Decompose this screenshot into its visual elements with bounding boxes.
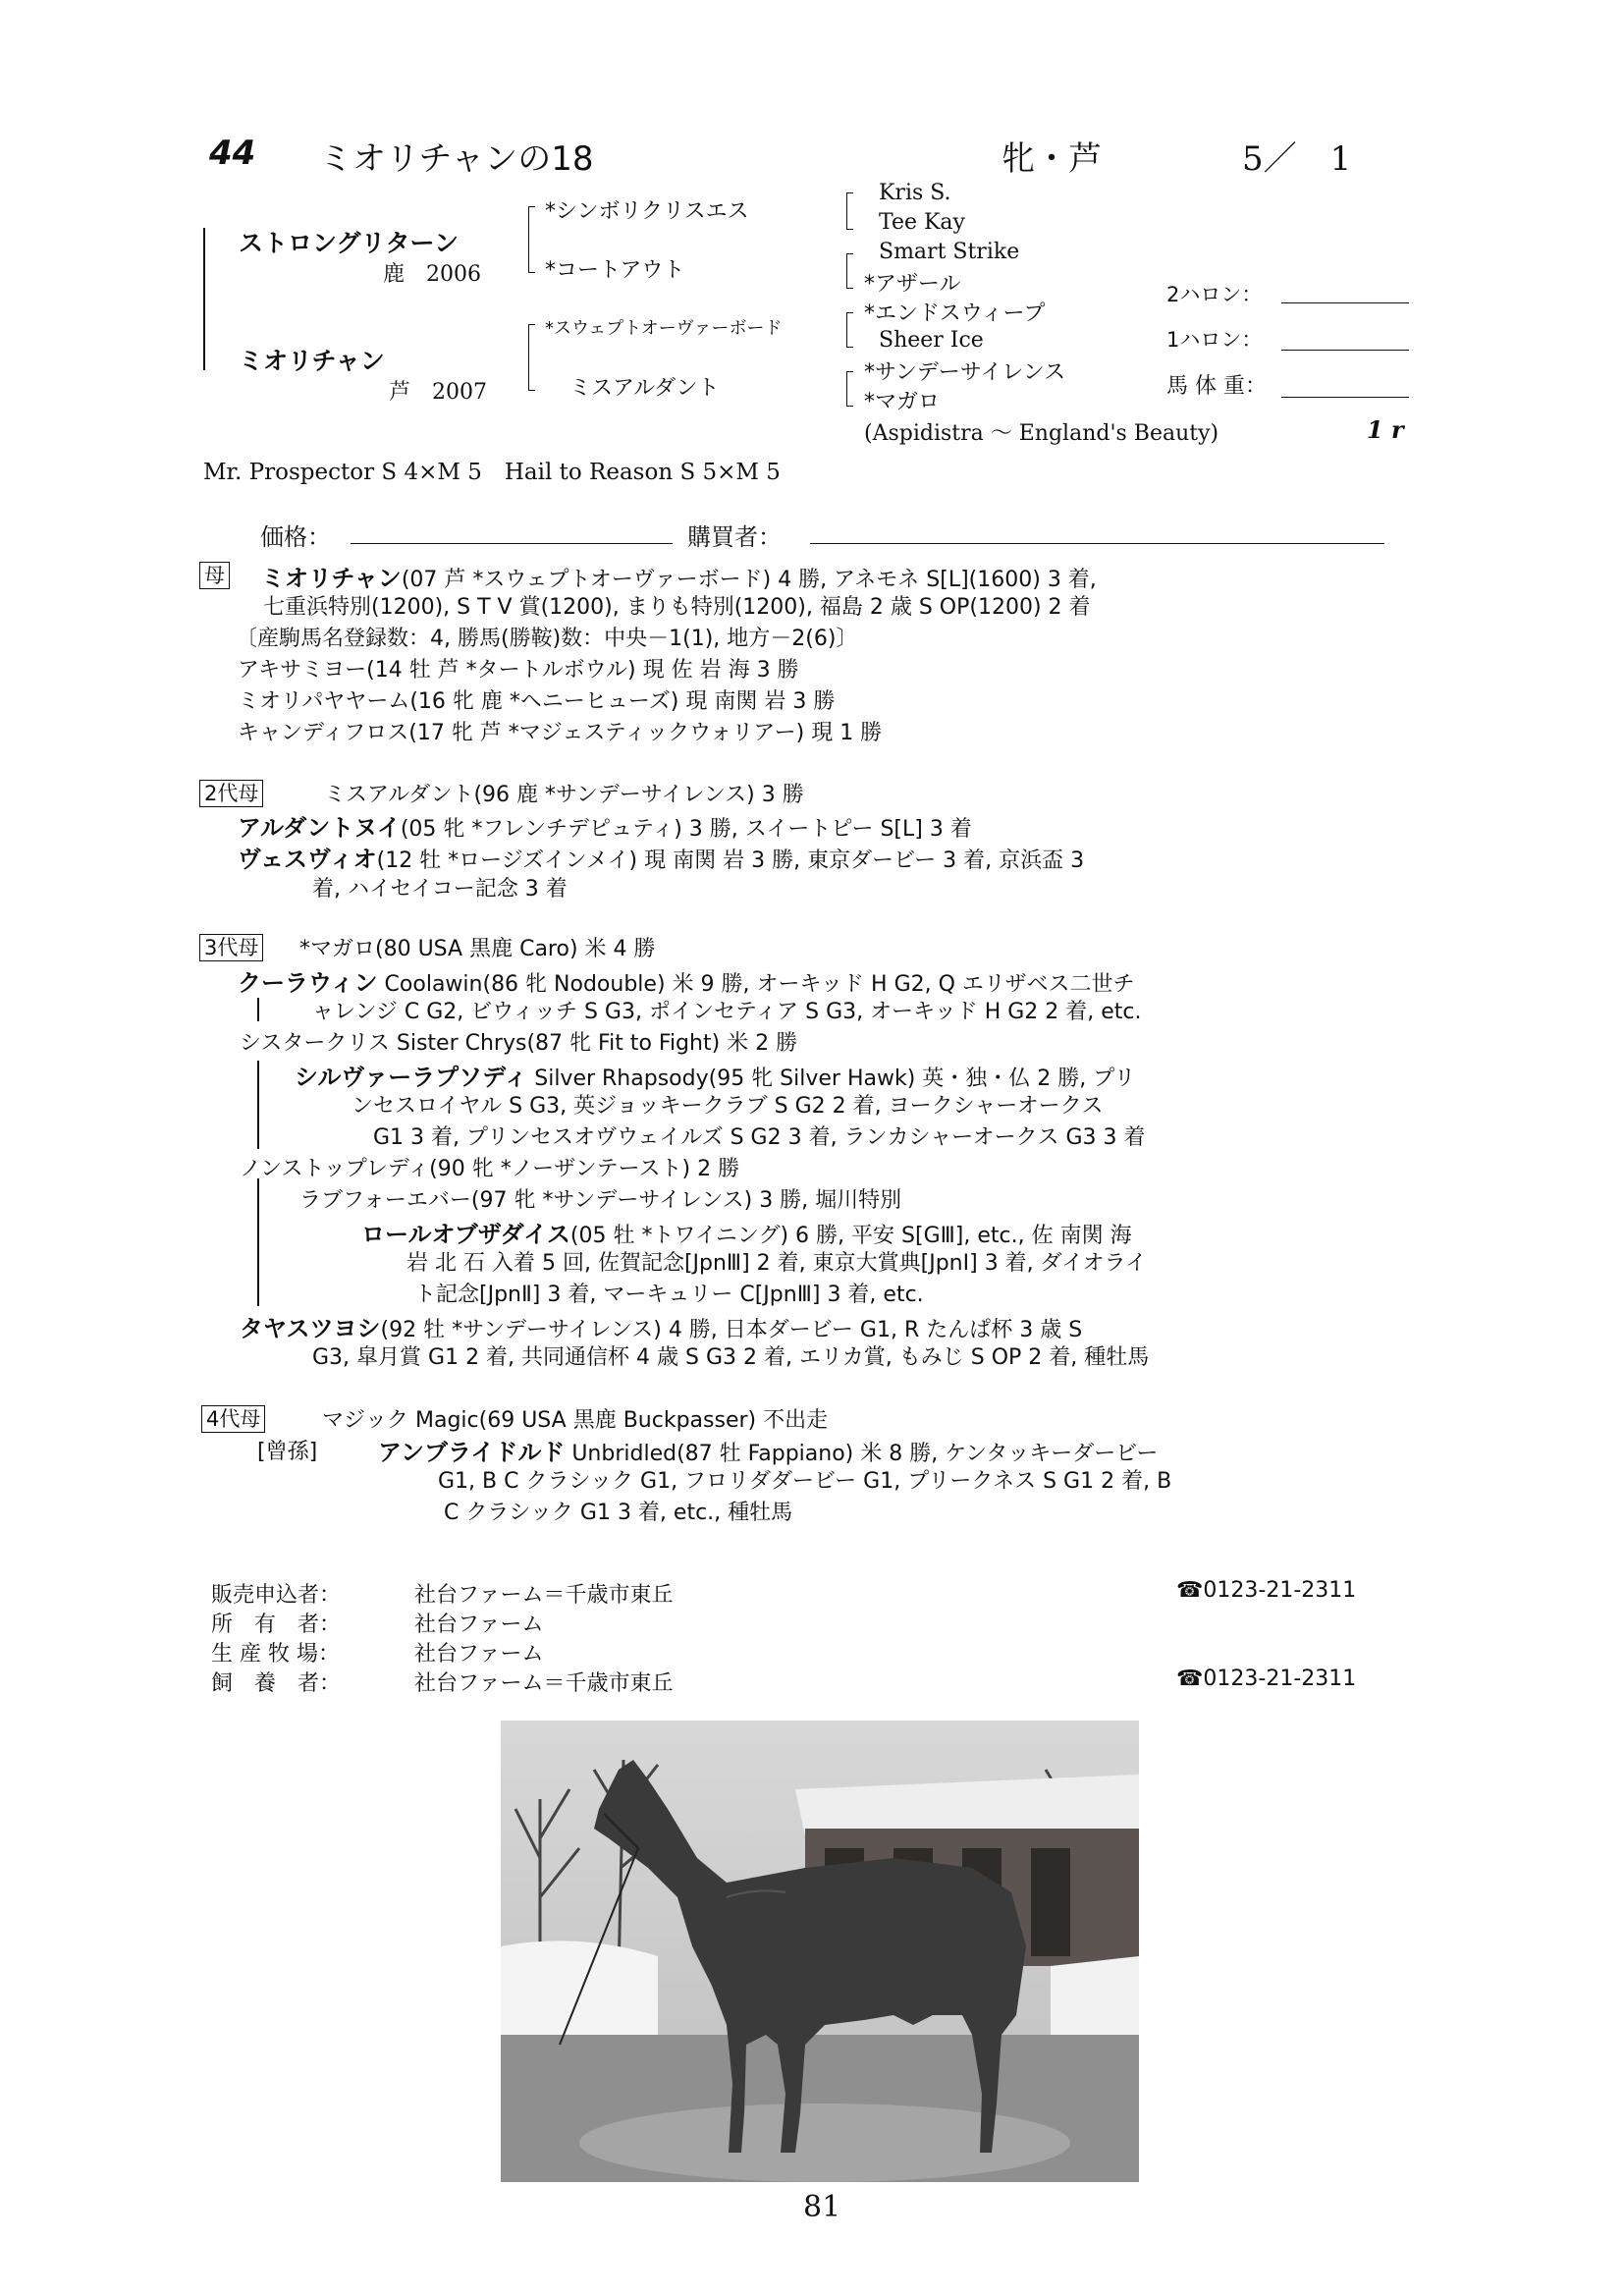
horse-name: ミオリチャンの18	[319, 139, 594, 179]
weight-label: 馬 体 重：	[1166, 374, 1267, 399]
contact-value: 社台ファーム＝千歳市東丘	[414, 1671, 674, 1696]
contact-label: 所 有 者：	[211, 1613, 342, 1637]
two-furlong-label: 2ハロン：	[1166, 283, 1263, 306]
family-line: ヴェスヴィオ(12 牡 *ロージズインメイ) 現 南関 岩 3 勝, 東京ダービー 3 着, 京浜盃 3	[238, 846, 1085, 873]
two-furlong-field[interactable]	[1281, 302, 1409, 303]
g3-ancestor-5: *エンドスウィープ	[864, 301, 1046, 326]
horse-photo-image	[501, 1721, 1139, 2182]
g3-note: (Aspidistra 〜 England's Beauty)	[864, 421, 1219, 446]
family-line: C クラシック G1 3 着, etc., 種牡馬	[444, 1501, 793, 1525]
family-line: G3, 皐月賞 G1 2 着, 共同通信杯 4 歳 S G3 2 着, エリカ賞, もみじ S OP 2 着, 種牡馬	[312, 1345, 1150, 1370]
second-dam-tag: 2代母	[199, 780, 263, 807]
family-line: ンセスロイヤル S G3, 英ジョッキークラブ S G2 2 着, ヨークシャーオークス	[352, 1094, 1104, 1119]
buyer-label: 購買者：	[687, 523, 782, 551]
sire-name: ストロングリターン	[239, 229, 460, 257]
great-grandson-tag: [曾孫]	[257, 1440, 318, 1464]
descendant-line	[257, 998, 259, 1021]
g3-ancestor-8: *マガロ	[864, 390, 941, 414]
contact-value: 社台ファーム	[414, 1642, 544, 1667]
dam-sire: *スウェプトオーヴァーボード	[545, 318, 783, 339]
family-line: クーラウィン Coolawin(86 牝 Nodouble) 米 9 勝, オーキッド H G2, Q エリザベス二世チ	[238, 969, 1135, 997]
price-label: 価格：	[260, 523, 331, 551]
dam-brace	[528, 324, 535, 391]
page-number: 81	[803, 2190, 841, 2224]
dam-name: ミオリチャン	[239, 347, 385, 375]
contact-value: 社台ファーム	[414, 1613, 544, 1637]
family-line: 岩 北 石 入着 5 回, 佐賀記念[JpnⅢ] 2 着, 東京大賞典[JpnⅠ] 3 着, ダイオライ	[406, 1251, 1147, 1276]
pedigree-bracket	[203, 228, 205, 370]
family-line: ミスアルダント(96 鹿 *サンデーサイレンス) 3 勝	[324, 783, 804, 807]
family-line: アルダントヌイ(05 牝 *フレンチデピュティ) 3 勝, スイートピー S[L] 3 着	[238, 814, 972, 842]
buyer-field[interactable]	[810, 543, 1384, 544]
dam-dam: ミスアルダント	[569, 376, 720, 401]
contact-label: 生 産 牧 場：	[211, 1642, 340, 1667]
contact-phone: ☎0123-21-2311	[1176, 1578, 1357, 1603]
third-dam-tag: 3代母	[199, 934, 263, 961]
pedigree-code: 1 r	[1367, 415, 1404, 444]
descendant-line	[257, 1061, 259, 1149]
family-line: キャンディフロス(17 牝 芦 *マジェスティックウォリアー) 現 1 勝	[238, 721, 883, 745]
family-line: マジック Magic(69 USA 黒鹿 Buckpasser) 不出走	[322, 1408, 829, 1433]
g3-ancestor-7: *サンデーサイレンス	[864, 360, 1066, 385]
family-line: ミオリチャン(07 芦 *スウェプトオーヴァーボード) 4 勝, アネモネ S[L](1600) 3 着,	[261, 565, 1097, 592]
weight-field[interactable]	[1281, 397, 1409, 398]
descendant-line	[257, 1178, 259, 1306]
horse-photo	[501, 1721, 1139, 2182]
family-line: ラブフォーエバー(97 牝 *サンデーサイレンス) 3 勝, 堀川特別	[299, 1188, 902, 1213]
g3-ancestor-3: Smart Strike	[879, 240, 1020, 264]
contact-phone: ☎0123-21-2311	[1176, 1667, 1357, 1691]
family-line: 着, ハイセイコー記念 3 着	[312, 877, 568, 902]
family-line: ト記念[JpnⅡ] 3 着, マーキュリー C[JpnⅢ] 3 着, etc.	[414, 1283, 924, 1307]
family-line: ャレンジ C G2, ビウィッチ S G3, ポインセティア S G3, オーキッド H G2 2 着, etc.	[312, 1000, 1142, 1024]
family-line: アンブライドルド Unbridled(87 牡 Fappiano) 米 8 勝, ケンタッキーダービー	[378, 1439, 1159, 1466]
family-line: シルヴァーラプソディ Silver Rhapsody(95 牝 Silver Hawk) 英・独・仏 2 勝, プリ	[295, 1064, 1136, 1091]
family-line: G1, B C クラシック G1, フロリダダービー G1, プリークネス S G1 2 着, B	[438, 1469, 1172, 1494]
sire-sire: *シンボリクリスエス	[545, 199, 749, 224]
family-line: 七重浜特別(1200), S T V 賞(1200), まりも特別(1200), 福島 2 歳 S OP(1200) 2 着	[263, 595, 1091, 620]
g3-ancestor-6: Sheer Ice	[879, 328, 984, 353]
sire-info: 鹿 2006	[383, 262, 481, 287]
family-line: ロールオブザダイス(05 牡 *トワイニング) 6 勝, 平安 S[GⅢ], etc., 佐 南関 海	[361, 1221, 1132, 1248]
price-field[interactable]	[351, 543, 673, 544]
contact-label: 飼 養 者：	[211, 1671, 342, 1696]
family-line: タヤスツヨシ(92 牡 *サンデーサイレンス) 4 勝, 日本ダービー G1, R たんぱ杯 3 歳 S	[240, 1315, 1083, 1342]
sex-color: 牝・芦	[1001, 139, 1102, 179]
family-line: シスタークリス Sister Chrys(87 牝 Fit to Fight) 米 2 勝	[240, 1031, 798, 1056]
family-line: ノンストップレディ(90 牝 *ノーザンテースト) 2 勝	[240, 1157, 740, 1181]
fourth-dam-tag: 4代母	[201, 1405, 265, 1433]
contact-value: 社台ファーム＝千歳市東丘	[414, 1583, 674, 1608]
g3-brace-2	[846, 253, 853, 289]
family-line: *マガロ(80 USA 黒鹿 Caro) 米 4 勝	[299, 937, 656, 961]
family-line: G1 3 着, プリンセスオヴウェイルズ S G2 3 着, ランカシャーオークス G3 3 着	[373, 1125, 1146, 1150]
g3-ancestor-1: Kris S.	[879, 181, 951, 205]
inbreeding: Mr. Prospector S 4×M 5 Hail to Reason S 5×M 5	[203, 460, 781, 485]
one-furlong-field[interactable]	[1281, 350, 1409, 351]
dam-info: 芦 2007	[389, 380, 487, 405]
family-line: ミオリパヤヤーム(16 牝 鹿 *ヘニーヒューズ) 現 南関 岩 3 勝	[238, 689, 836, 714]
g3-brace-4	[846, 371, 853, 407]
lot-number: 44	[209, 134, 256, 173]
g3-brace-1	[846, 192, 853, 230]
foaling-date: 5／ 1	[1242, 139, 1352, 179]
dam-tag: 母	[199, 562, 230, 589]
one-furlong-label: 1ハロン：	[1166, 328, 1263, 352]
sire-brace	[528, 206, 535, 273]
g3-brace-3	[846, 312, 853, 348]
sire-dam: *コートアウト	[545, 258, 685, 283]
g3-ancestor-2: Tee Kay	[879, 210, 965, 235]
family-line: アキサミヨー(14 牡 芦 *タートルボウル) 現 佐 岩 海 3 勝	[238, 658, 799, 683]
family-line: 〔産駒馬名登録数：4, 勝馬(勝鞍)数：中央－1(1), 地方－2(6)〕	[236, 627, 858, 651]
contact-label: 販売申込者：	[211, 1583, 342, 1608]
g3-ancestor-4: *アザール	[864, 272, 961, 297]
